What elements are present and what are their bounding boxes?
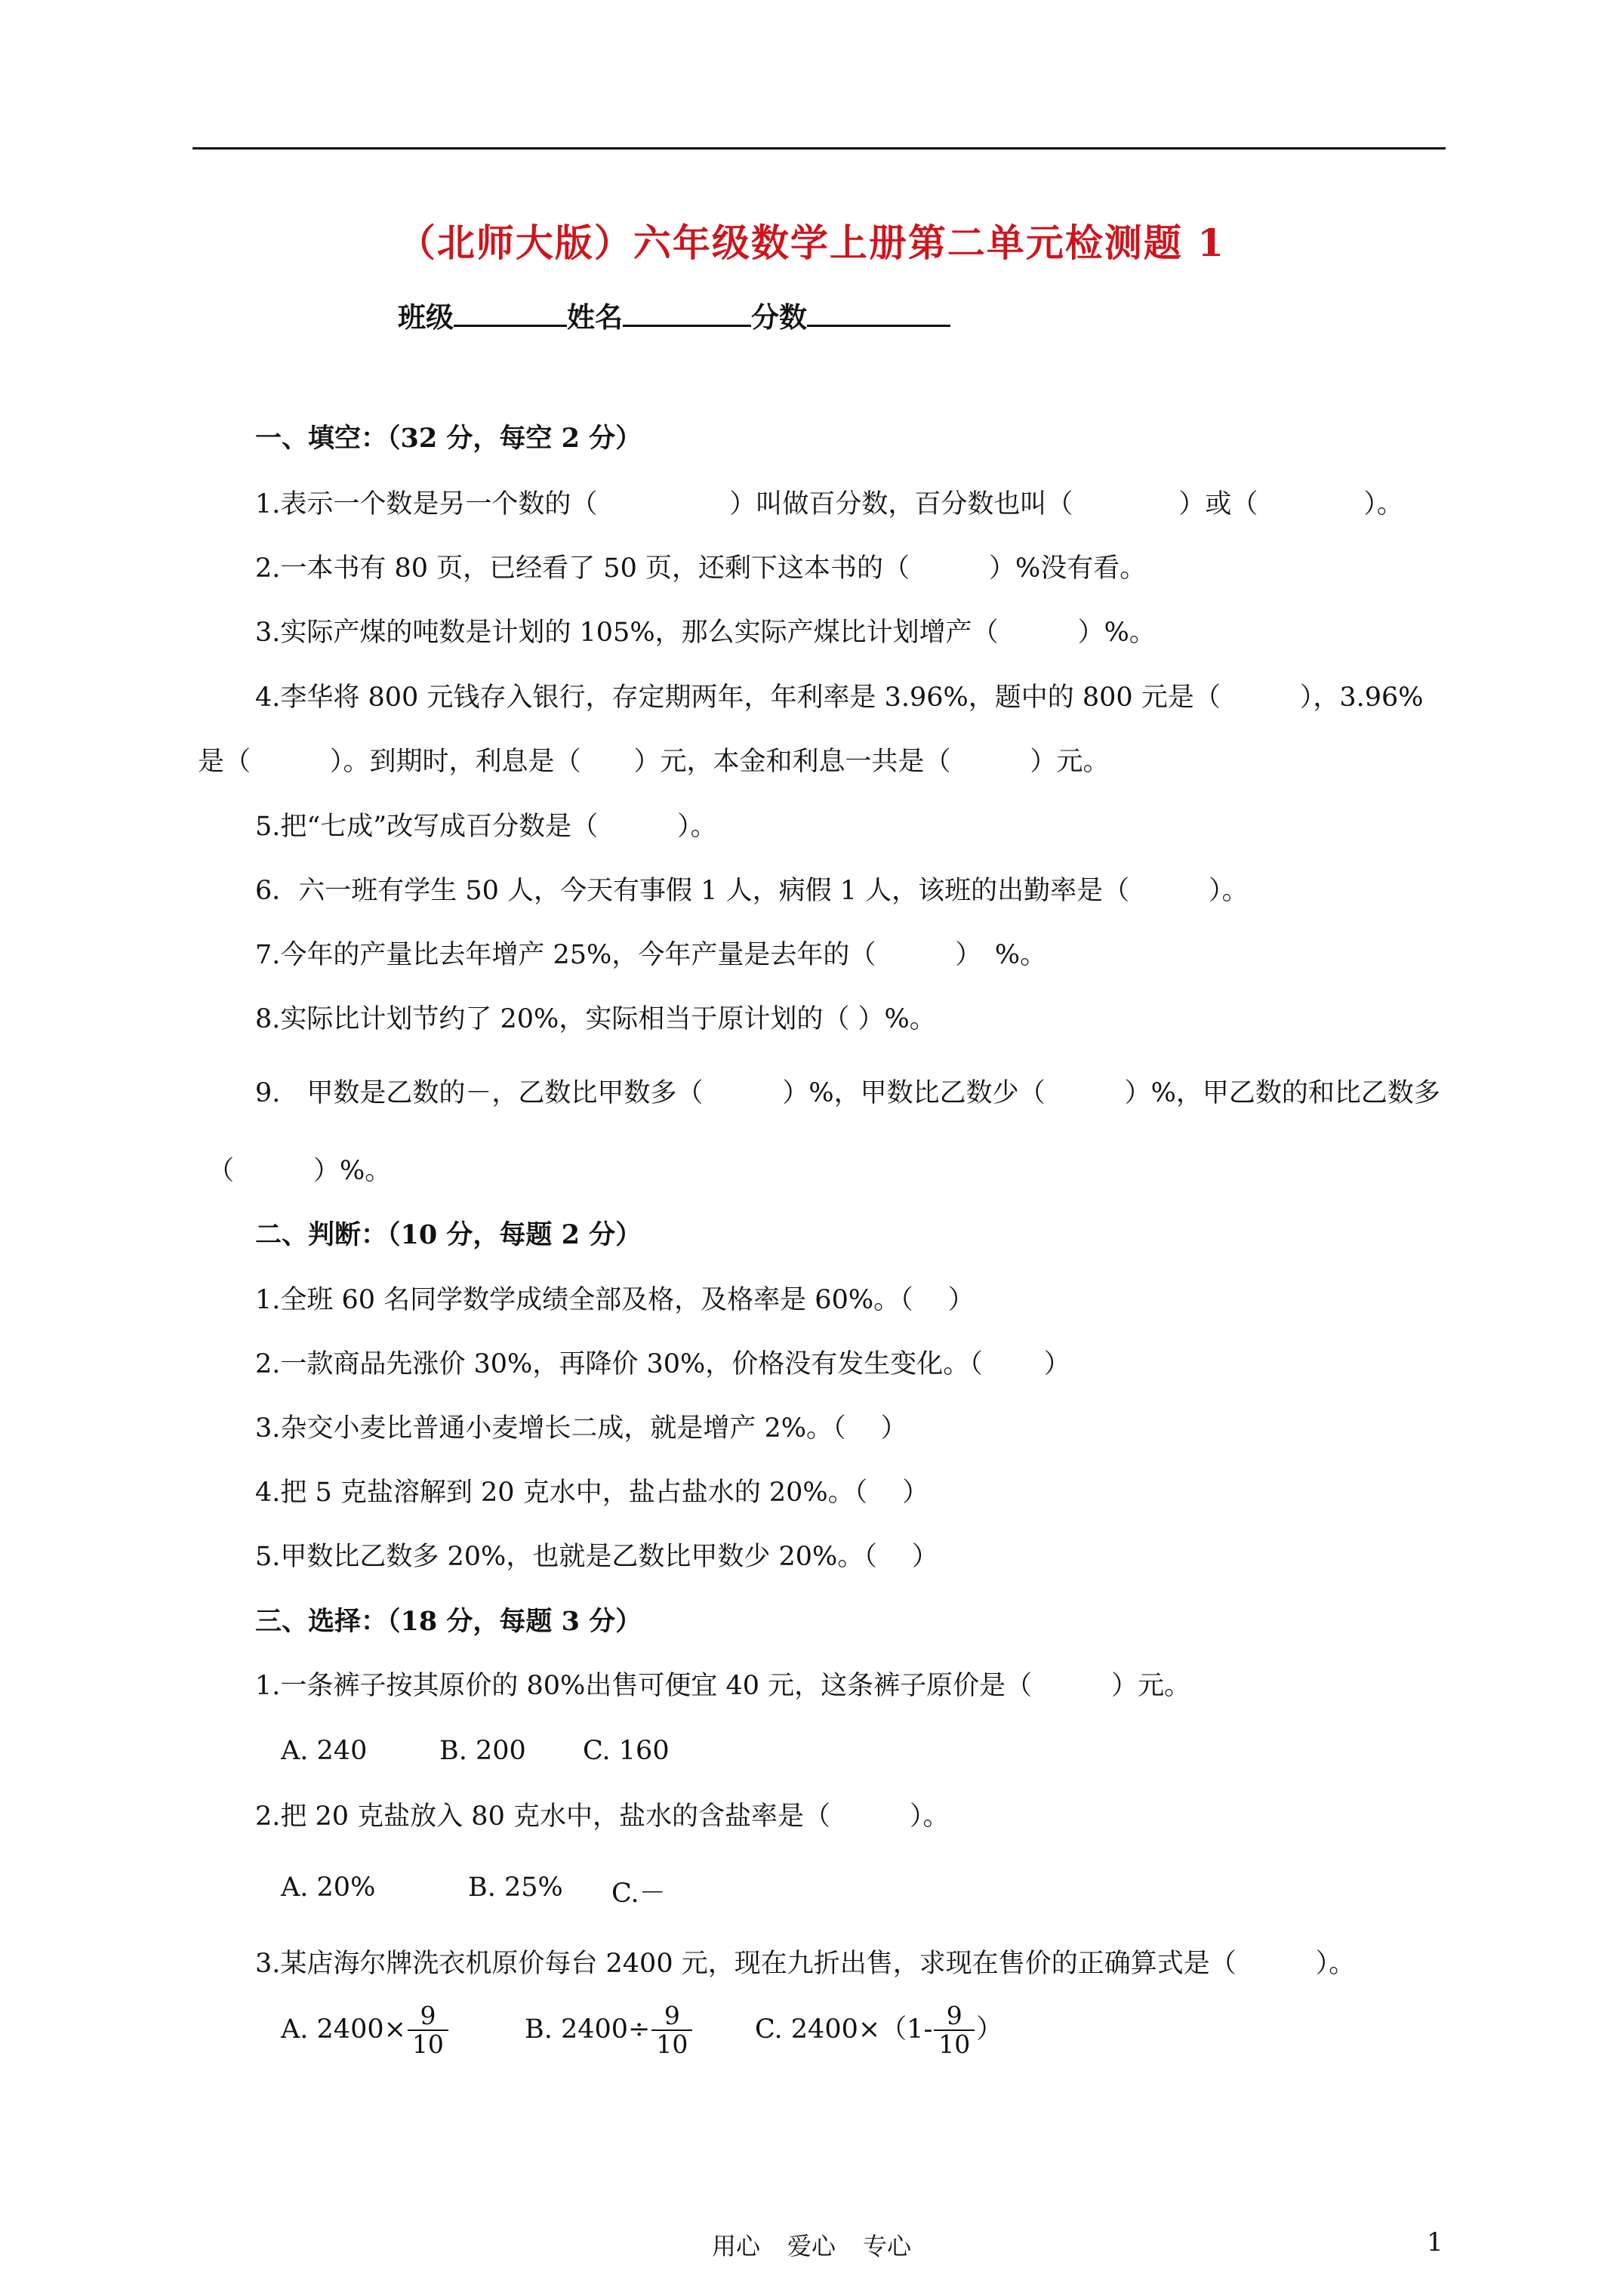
question-3-2-option-b: B. 25% [468, 1872, 563, 1903]
option-c-prefix: C. 2400×（1- [755, 2014, 933, 2045]
question-1-5: 5.把“七成”改写成百分数是（ ）。 [255, 812, 717, 842]
question-3-1-option-c: C. 160 [583, 1736, 670, 1766]
question-1-6: 6．六一班有学生 50 人，今天有事假 1 人，病假 1 人，该班的出勤率是（ ）。 [255, 876, 1249, 906]
question-3-3-option-b [525, 2002, 694, 2059]
question-1-4-line2: 是（ ）。到期时，利息是（ ）元，本金和利息一共是（ ）元。 [198, 747, 1110, 777]
question-1-7: 7.今年的产量比去年增产 25%，今年产量是去年的（ ） %。 [255, 940, 1047, 970]
question-1-1: 1.表示一个数是另一个数的（ ）叫做百分数，百分数也叫（ ）或（ ）。 [255, 489, 1403, 519]
question-3-1-option-b: B. 200 [439, 1736, 526, 1766]
option-c-suffix: ） [976, 2014, 1003, 2045]
section-heading-fill-blank: 一、填空：（32 分，每空 2 分） [255, 423, 642, 454]
score-label: 分数 [751, 300, 807, 334]
header-rule [192, 147, 1446, 149]
fraction-nine-tenths: $\frac{9}{10}$ [651, 2002, 692, 2059]
page-number: 1 [1427, 2227, 1443, 2257]
question-2-1: 1.全班 60 名同学数学成绩全部及格，及格率是 60%。（ ） [255, 1285, 975, 1315]
question-3-3: 3.某店海尔牌洗衣机原价每台 2400 元，现在九折出售，求现在售价的正确算式是（ ）。 [255, 1949, 1356, 1979]
footer-motto [0, 2227, 1623, 2262]
footer-item: 用心 [711, 2232, 760, 2261]
section-heading-multiple-choice: 三、选择：（18 分，每题 3 分） [255, 1606, 642, 1637]
name-label: 姓名 [567, 300, 623, 334]
class-label: 班级 [398, 300, 454, 334]
question-3-2-option-a: A. 20% [281, 1872, 376, 1903]
class-blank[interactable] [454, 299, 567, 327]
page-title: （北师大版）六年级数学上册第二单元检测题 1 [397, 220, 1226, 265]
score-blank[interactable] [807, 299, 950, 327]
option-a-prefix: A. 2400× [281, 2014, 406, 2045]
question-3-3-option-c [755, 2002, 1002, 2059]
question-1-2: 2.一本书有 80 页，已经看了 50 页，还剩下这本书的（ ）%没有看。 [255, 553, 1147, 584]
question-2-4: 4.把 5 克盐溶解到 20 克水中，盐占盐水的 20%。（ ） [255, 1478, 929, 1508]
name-blank[interactable] [623, 299, 751, 327]
student-info-line [398, 294, 950, 335]
question-1-3: 3.实际产煤的吨数是计划的 105%，那么实际产煤比计划增产（ ）%。 [255, 618, 1156, 648]
option-b-prefix: B. 2400÷ [525, 2014, 651, 2045]
footer-item: 爱心 [787, 2232, 836, 2261]
question-3-1-option-a: A. 240 [281, 1736, 368, 1766]
question-2-5: 5.甲数比乙数多 20%，也就是乙数比甲数少 20%。（ ） [255, 1542, 938, 1572]
question-2-3: 3.杂交小麦比普通小麦增长二成，就是增产 2%。（ ） [255, 1413, 907, 1444]
question-2-2: 2.一款商品先涨价 30%，再降价 30%，价格没有发生变化。（ ） [255, 1349, 1070, 1379]
question-3-2-option-c: C.－ [611, 1878, 666, 1909]
question-1-9-line1: 9. 甲数是乙数的－，乙数比甲数多（ ）%，甲数比乙数少（ ）%，甲乙数的和比乙数多 [255, 1078, 1440, 1108]
question-1-9-line2: （ ）%。 [208, 1156, 392, 1186]
section-heading-true-false: 二、判断：（10 分，每题 2 分） [255, 1219, 642, 1250]
footer-item: 专心 [863, 2232, 912, 2261]
question-3-1: 1.一条裤子按其原价的 80%出售可便宜 40 元，这条裤子原价是（ ）元。 [255, 1671, 1191, 1701]
fraction-nine-tenths: $\frac{9}{10}$ [408, 2002, 448, 2059]
question-1-8: 8.实际比计划节约了 20%，实际相当于原计划的（ ）%。 [255, 1004, 936, 1034]
question-3-3-option-a [281, 2002, 450, 2059]
question-3-2: 2.把 20 克盐放入 80 克水中，盐水的含盐率是（ ）。 [255, 1801, 950, 1832]
fraction-nine-tenths: $\frac{9}{10}$ [934, 2002, 975, 2059]
question-1-4-line1: 4.李华将 800 元钱存入银行，存定期两年，年利率是 3.96%，题中的 800 元是（ ），3.96% [255, 683, 1424, 713]
